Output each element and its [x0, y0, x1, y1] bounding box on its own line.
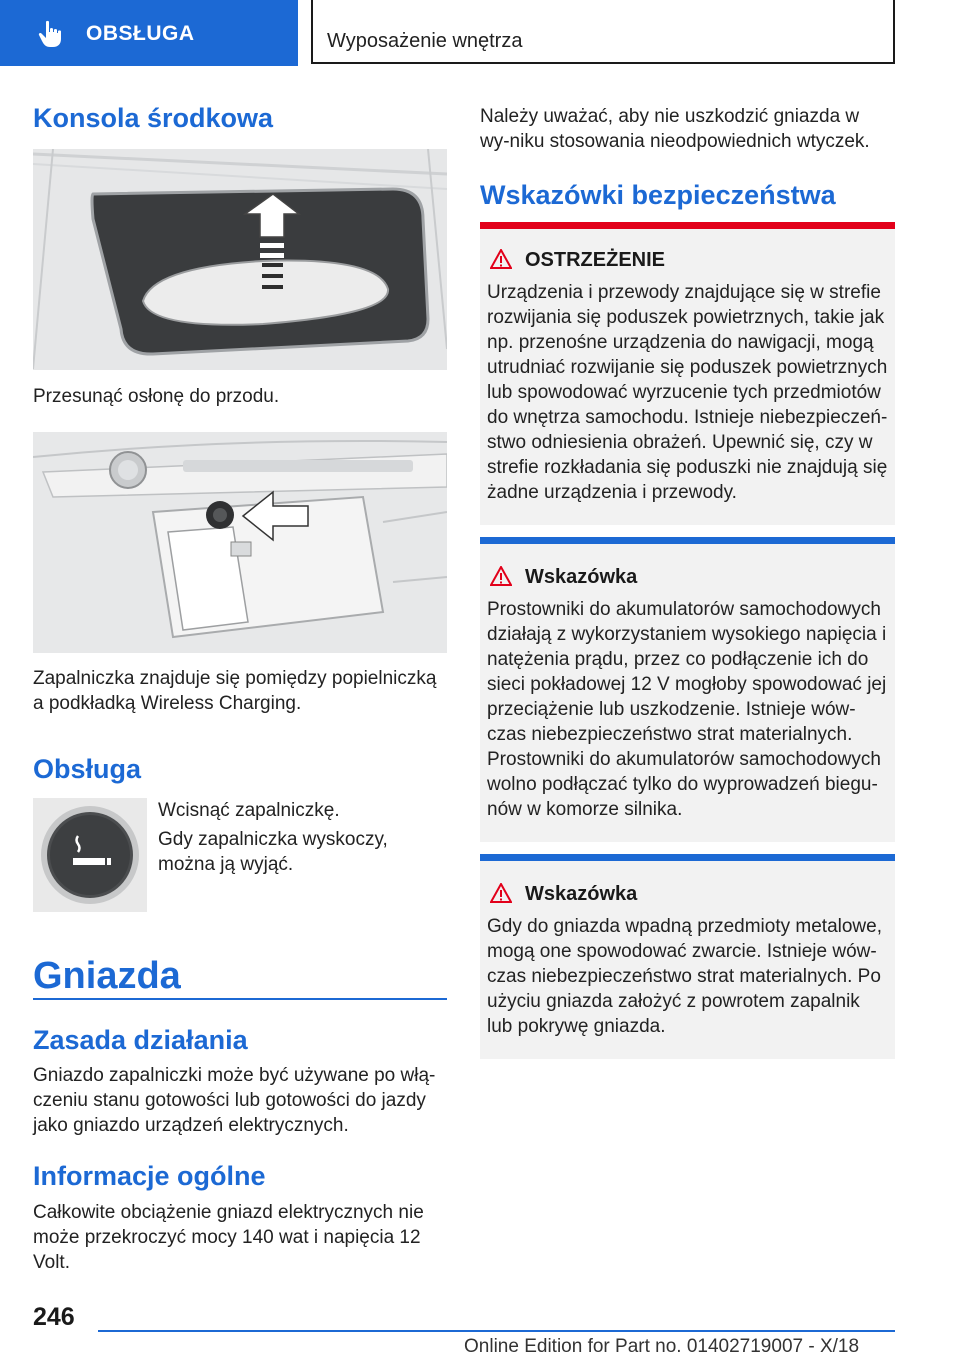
lighter-button-image — [33, 798, 147, 912]
heading-safety: Wskazówki bezpieczeństwa — [480, 180, 836, 210]
warning-bar — [480, 222, 895, 229]
footer-edition: Online Edition for Part no. 01402719007 - X/18 — [464, 1336, 860, 1357]
cigarette-lighter-icon — [33, 798, 147, 912]
section-label: OBSŁUGA — [86, 22, 195, 45]
heading-operation: Obsługa — [33, 754, 142, 784]
note-bar-1 — [480, 537, 895, 544]
warning-text: Urządzenia i przewody znajdujące się w strefie rozwijania się poduszek powietrznych, takie jak np. przenośne urządzenia do nawigacji, mogą utrudniać rozwijanie się poduszek powietrznych lub spowodować wyrzucenie tych przedmiotów do wnętrza samochodu. Istnieje niebezpieczeń-stwo odniesienia obrażeń. Upewnić się, czy w strefie rozkładania się poduszki nie znajdują się żadne urządzenia i przewody. — [487, 282, 888, 503]
section-tab[interactable] — [0, 0, 298, 66]
warning-triangle-icon — [490, 566, 512, 586]
heading-sockets: Gniazda — [33, 955, 181, 997]
caption-slide-cover: Przesunąć osłonę do przodu. — [33, 386, 280, 407]
footer-rule — [98, 1330, 895, 1332]
intro-text: Należy uważać, aby nie uszkodzić gniazda w wy-niku stosowania nieodpowiednich wtyczek. — [480, 106, 870, 152]
operation-step-2: Gdy zapalniczka wyskoczy, można ją wyjąć. — [158, 829, 388, 875]
note-text-1: Prostowniki do akumulatorów samochodowych działają z wykorzystaniem wysokiego napięcia i natężenia prądu, przez co podłączenie ich do sieci pokładowej 12 V mogłoby spowodować jej przeciążenie lub uszkodzenie. Istnieje wów-czas niebezpieczeństwo strat materialnych. Prostowniki do akumulatorów samochodowych wolno podłączać tylko do wyprowadzeń biegu-nów w komorze silnika. — [487, 599, 887, 820]
operation-step-1: Wcisnąć zapalniczkę. — [158, 800, 340, 821]
heading-center-console: Konsola środkowa — [33, 103, 274, 133]
general-info-text: Całkowite obciążenie gniazd elektrycznych nie może przekroczyć mocy 140 wat i napięcia 12 Volt. — [33, 1202, 424, 1273]
page-number: 246 — [33, 1303, 75, 1331]
heading-general-info: Informacje ogólne — [33, 1161, 266, 1191]
warning-triangle-icon — [490, 883, 512, 903]
warning-title: OSTRZEŻENIE — [525, 249, 666, 271]
console-cover-image — [33, 149, 447, 370]
note-box-2 — [480, 854, 895, 1059]
sockets-rule — [33, 998, 447, 1000]
heading-principle: Zasada działania — [33, 1025, 248, 1055]
hand-pointer-icon — [36, 19, 66, 49]
warning-box — [480, 222, 895, 525]
warning-triangle-icon — [490, 249, 512, 269]
principle-text: Gniazdo zapalniczki może być używane po włą-czeniu stanu gotowości lub gotowości do jazdy jako gniazdo urządzeń elektrycznych. — [33, 1065, 436, 1136]
chapter-header — [311, 0, 895, 64]
note-text-2: Gdy do gniazda wpadną przedmioty metalowe, mogą one spowodować zwarcie. Istnieje wów-czas niebezpieczeństwo strat materialnych. Po użyciu gniazda założyć z powrotem zapalnik lub pokrywę gniazda. — [487, 916, 883, 1037]
note-bar-2 — [480, 854, 895, 861]
note-box-1 — [480, 537, 895, 842]
chapter-title: Wyposażenie wnętrza — [327, 30, 523, 52]
note-title-1: Wskazówka — [525, 566, 638, 588]
caption-lighter-location: Zapalniczka znajduje się pomiędzy popielniczką a podkładką Wireless Charging. — [33, 668, 437, 714]
note-title-2: Wskazówka — [525, 883, 638, 905]
lighter-location-image — [33, 432, 447, 653]
